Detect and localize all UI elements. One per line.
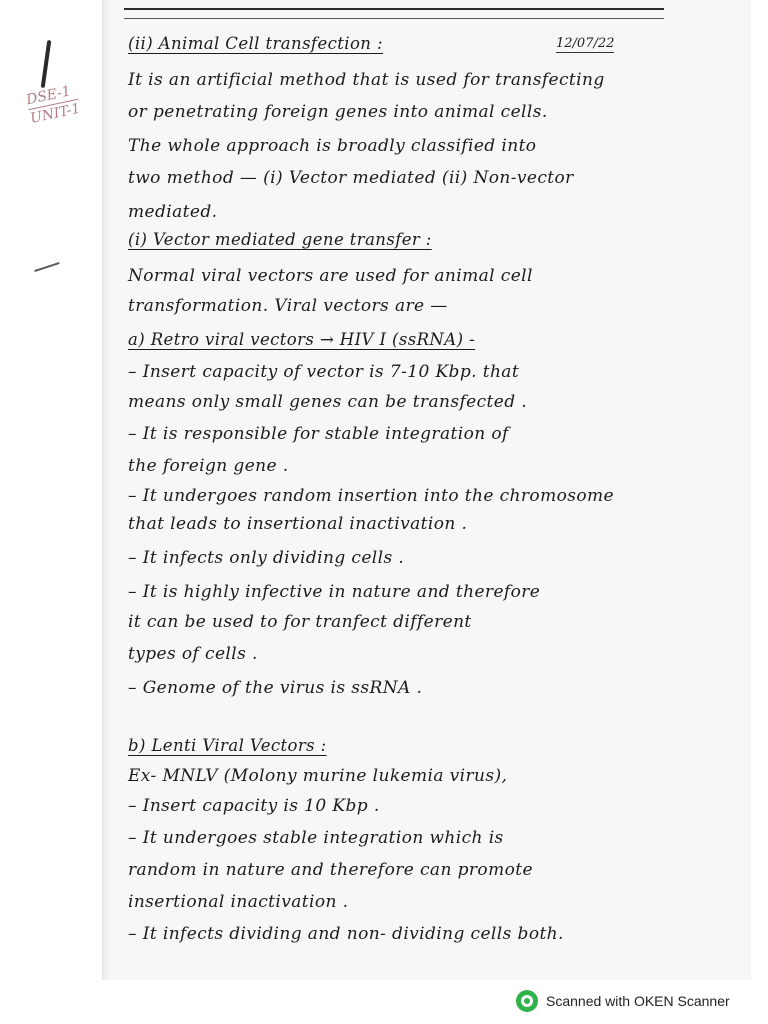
- text-line: Ex- MNLV (Molony murine lukemia virus),: [128, 766, 508, 786]
- text-line: insertional inactivation .: [128, 892, 349, 912]
- text-line: – It undergoes stable integration which is: [128, 828, 504, 848]
- margin-tick: [34, 262, 59, 272]
- margin-note: [25, 81, 82, 128]
- text-line: or penetrating foreign genes into animal cells.: [128, 102, 548, 122]
- text-line: means only small genes can be transfected .: [128, 392, 528, 412]
- oken-logo-icon: [516, 990, 538, 1012]
- text-line: – It infects only dividing cells .: [128, 548, 405, 568]
- top-rule-secondary: [124, 18, 664, 19]
- top-rule: [124, 8, 664, 10]
- text-line: that leads to insertional inactivation .: [128, 514, 468, 534]
- margin-note-unit: UNIT-1: [28, 100, 82, 127]
- page-date: 12/07/22: [556, 36, 615, 51]
- ink-mark: [41, 40, 52, 88]
- text-line: The whole approach is broadly classified into: [128, 136, 537, 156]
- subheading-retro-viral: a) Retro viral vectors → HIV I (ssRNA) -: [128, 330, 476, 349]
- text-line: – Insert capacity of vector is 7-10 Kbp. that: [128, 362, 520, 382]
- text-line: – It undergoes random insertion into the chromosome: [128, 486, 614, 506]
- text-line: transformation. Viral vectors are —: [128, 296, 448, 316]
- text-line: it can be used to for tranfect different: [128, 612, 472, 632]
- text-line: It is an artificial method that is used for transfecting: [128, 70, 605, 90]
- text-line: types of cells .: [128, 644, 258, 664]
- section-heading-vector-mediated: (i) Vector mediated gene transfer :: [128, 230, 432, 249]
- text-line: two method — (i) Vector mediated (ii) Non-vector: [128, 168, 574, 188]
- text-line: – It is highly infective in nature and therefore: [128, 582, 541, 602]
- subheading-lenti-viral: b) Lenti Viral Vectors :: [128, 736, 327, 755]
- text-line: – Insert capacity is 10 Kbp .: [128, 796, 380, 816]
- scanner-watermark: [516, 990, 730, 1012]
- text-line: the foreign gene .: [128, 456, 289, 476]
- text-line: – It infects dividing and non- dividing cells both.: [128, 924, 564, 944]
- text-line: Normal viral vectors are used for animal cell: [128, 266, 533, 286]
- text-line: – Genome of the virus is ssRNA .: [128, 678, 423, 698]
- text-line: random in nature and therefore can promote: [128, 860, 533, 880]
- scanner-label: Scanned with OKEN Scanner: [546, 993, 730, 1009]
- page-title: (ii) Animal Cell transfection :: [128, 34, 383, 53]
- margin-note-course: DSE-1: [25, 81, 79, 110]
- text-line: – It is responsible for stable integration of: [128, 424, 509, 444]
- text-line: mediated.: [128, 202, 218, 222]
